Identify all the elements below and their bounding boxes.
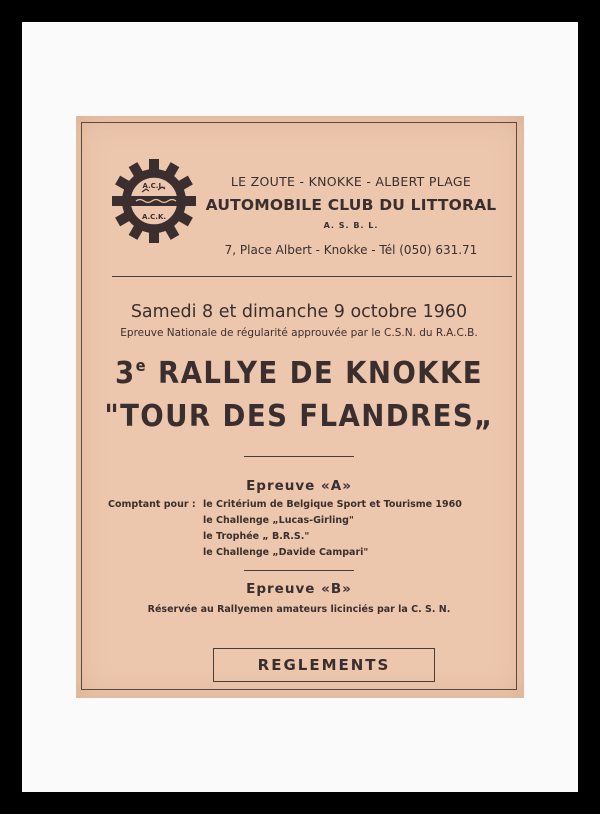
frame-mat [22,22,578,792]
rally-subtitle: "TOUR DES FLANDRES„ [104,399,494,434]
reglements-box: REGLEMENTS [213,648,435,682]
event-date: Samedi 8 et dimanche 9 octobre 1960 [130,302,468,322]
title-suffix: e [135,356,147,375]
event-approval: Epreuve Nationale de régularité approuvée par le C.S.N. du R.A.C.B. [120,327,478,339]
epreuve-b-description: Réservée au Rallyemen amateurs licinciés par la C. S. N. [147,604,451,615]
rally-title [103,356,495,391]
header-location: LE ZOUTE - KNOKKE - ALBERT PLAGE [230,174,472,189]
poster-document [76,116,524,698]
logo-text-bottom: A.C.K. [141,213,167,221]
epreuve-a-list [203,499,462,563]
club-address: 7, Place Albert - Knokke - Tél (050) 631.71 [224,243,478,257]
list-item: le Critérium de Belgique Sport et Tourisme 1960 [203,499,462,510]
title-number: 3 [115,356,136,391]
legal-form: A. S. B. L. [323,221,379,230]
list-item: le Challenge „Lucas-Girling" [203,515,354,526]
club-gear-logo [112,159,196,243]
epreuve-a-heading: Epreuve «A» [246,478,352,494]
list-item: le Challenge „Davide Campari" [203,547,369,558]
title-main: RALLYE DE KNOKKE [146,356,483,391]
epreuve-divider [244,570,354,571]
header-divider [112,276,512,277]
epreuve-b-heading: Epreuve «B» [246,581,352,597]
comptant-label: Comptant pour : [108,499,196,510]
title-divider [244,456,354,457]
club-name: AUTOMOBILE CLUB DU LITTORAL [205,196,497,214]
logo-text-top: A.C.L. [142,182,166,190]
list-item: le Trophée „ B.R.S." [203,531,310,542]
